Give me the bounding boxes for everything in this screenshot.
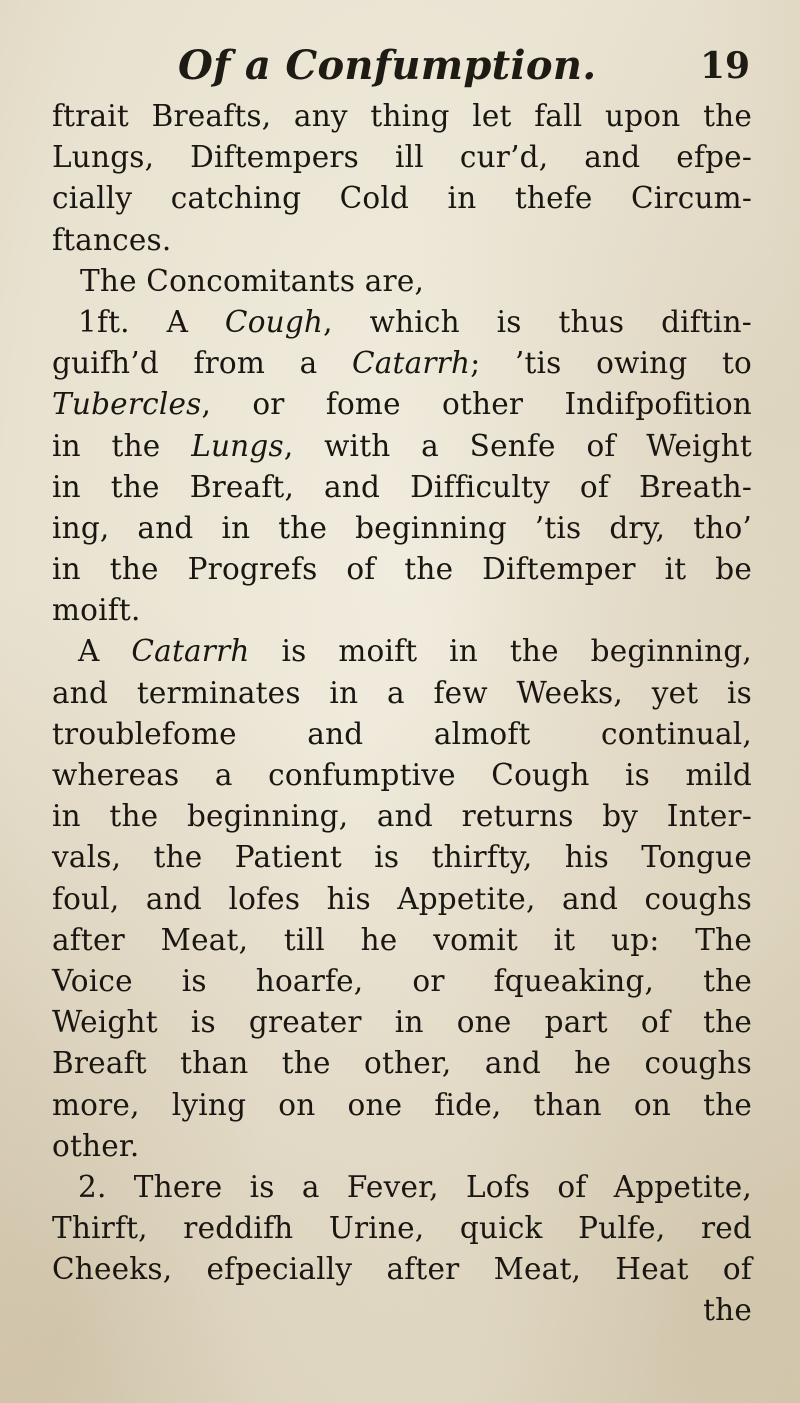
text-line-6: 1ft. A Cough, which is thus diftin- [78,304,752,339]
text-line-19: vals, the Patient is thirfty, his Tongue [52,840,752,875]
body-text [52,96,752,1332]
text-line-7: guifh’d from a Catarrh; ’tis owing to [52,346,752,381]
text-line-10: in the Breaft, and Difficulty of Breath- [52,469,752,504]
italic-lungs: Lungs [191,428,284,463]
text-line-14: A Catarrh is moift in the beginning, [78,634,752,669]
italic-catarrh: Catarrh [351,346,471,381]
italic-catarrh-2: Catarrh [131,634,250,669]
italic-tubercles: Tubercles [52,387,202,422]
text-line-9: in the Lungs, with a Senfe of Weight [52,428,752,463]
text-line-24: Breaft than the other, and he coughs [52,1046,752,1081]
catchword: the [703,1293,752,1328]
text-line-23: Weight is greater in one part of the [52,1005,752,1040]
running-head-title: Of a Confumption. [178,42,597,89]
text-line-18: in the beginning, and returns by Inter- [52,799,752,834]
page-number: 19 [700,45,751,87]
text-line-12: in the Progrefs of the Diftemper it be [52,552,752,587]
text-line-11: ing, and in the beginning ’tis dry, tho’ [52,510,752,545]
text-line-26: other. [52,1128,140,1163]
text-line-3: cially catching Cold in thefe Circum- [52,181,752,216]
text-line-20: foul, and lofes his Appetite, and coughs [52,881,752,916]
text-line-15: and terminates in a few Weeks, yet is [52,675,752,710]
text-line-2: Lungs, Diftempers ill cur’d, and efpe- [52,140,752,175]
running-head [0,36,800,96]
text-line-5: The Concomitants are, [80,263,425,298]
text-line-16: troublefome and almoft continual, [52,716,752,751]
text-line-29: Cheeks, efpecially after Meat, Heat of [52,1252,752,1287]
text-line-27: 2. There is a Fever, Lofs of Appetite, [78,1169,752,1204]
italic-cough: Cough [224,304,324,339]
text-line-28: Thirft, reddifh Urine, quick Pulfe, red [52,1211,752,1246]
text-line-13: moift. [52,593,141,628]
text-line-8: Tubercles, or fome other Indifpofition [52,387,752,422]
text-line-22: Voice is hoarfe, or fqueaking, the [52,963,752,998]
text-line-4: ftances. [52,222,172,257]
text-line-25: more, lying on one fide, than on the [52,1087,752,1122]
text-line-21: after Meat, till he vomit it up: The [52,922,752,957]
text-line-1: ftrait Breafts, any thing let fall upon the [52,99,752,133]
text-line-17: whereas a confumptive Cough is mild [52,758,752,792]
